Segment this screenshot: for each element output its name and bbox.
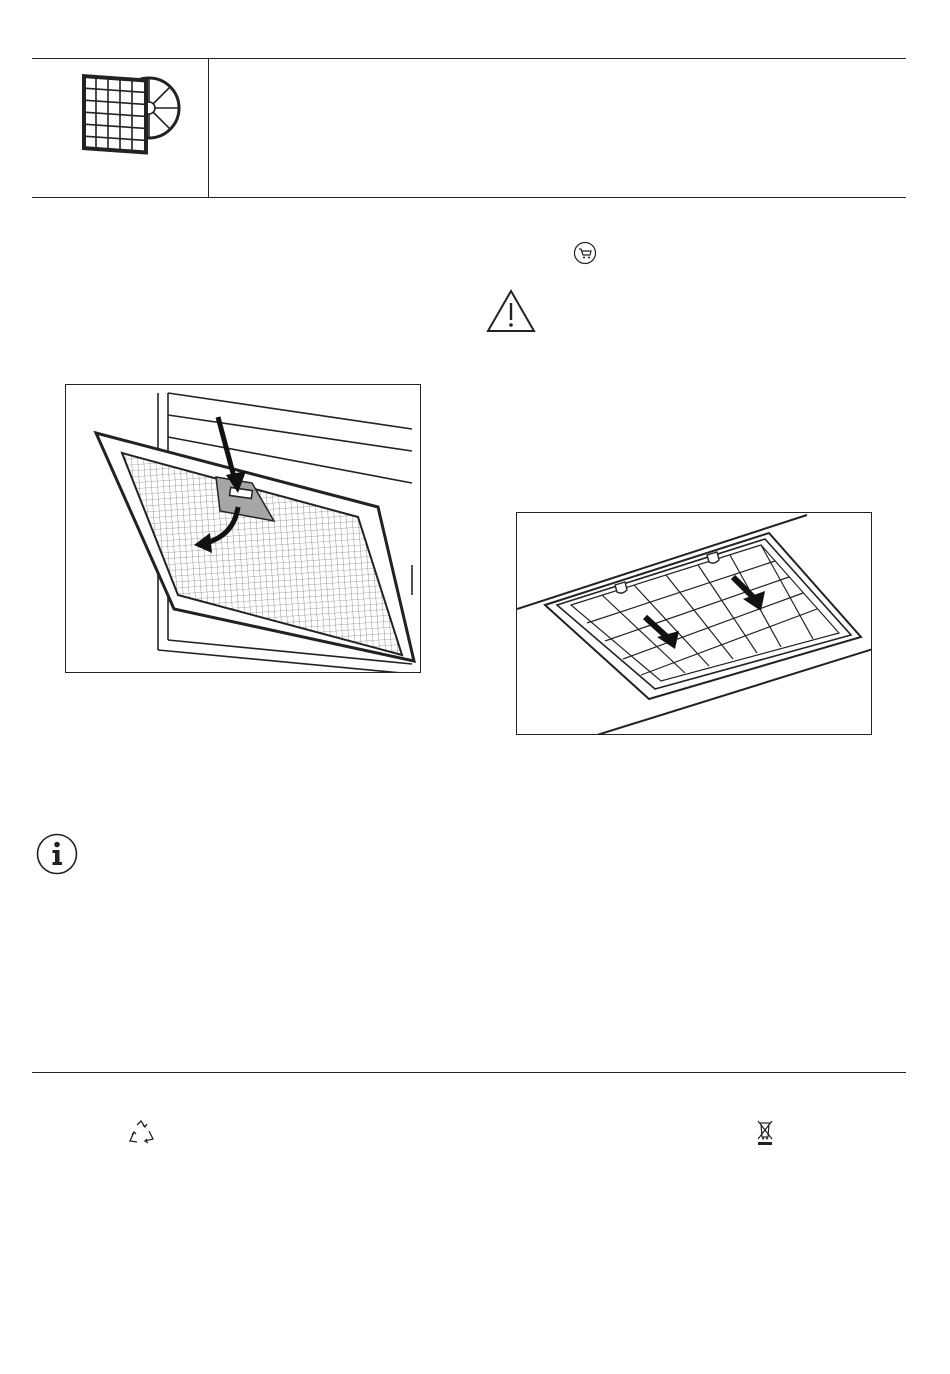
info-icon — [36, 833, 78, 875]
charcoal-filter-figure — [516, 512, 872, 735]
grease-filter-removal-illustration — [66, 385, 421, 673]
header-column-divider — [208, 58, 209, 198]
footer-rule — [32, 1072, 906, 1073]
crossed-out-bin-icon — [755, 1119, 775, 1147]
grease-filter-removal-figure — [65, 384, 421, 673]
recycle-icon — [127, 1119, 155, 1147]
warning-triangle-icon — [486, 288, 536, 334]
header-bottom-rule — [32, 197, 906, 198]
charcoal-filter-illustration — [517, 513, 872, 735]
filter-icon — [74, 66, 184, 166]
header-top-rule — [32, 58, 906, 59]
shopping-cart-icon — [573, 241, 597, 265]
